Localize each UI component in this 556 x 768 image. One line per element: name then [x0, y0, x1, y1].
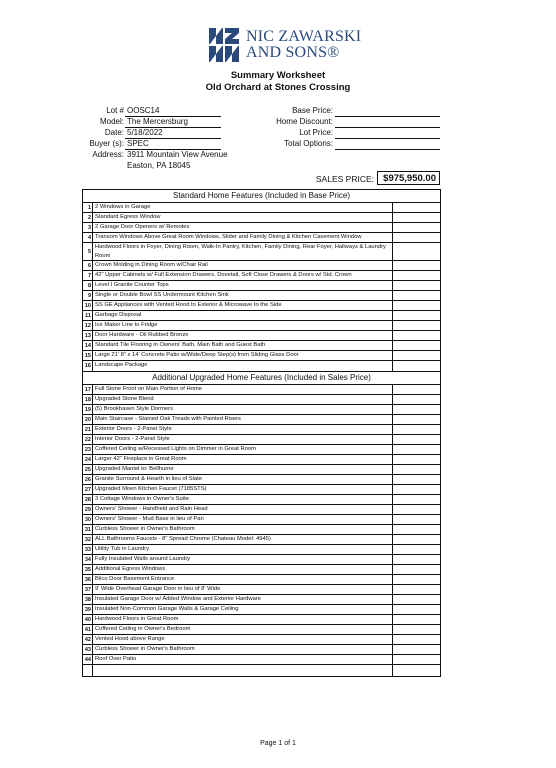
feature-description: Upgraded Stone Blend [93, 395, 393, 404]
feature-check-cell [393, 495, 440, 504]
feature-description: 2 Garage Door Openers w/ Remotes [93, 223, 393, 232]
feature-check-cell [393, 435, 440, 444]
feature-description: Vented Hood above Range [93, 635, 393, 644]
feature-check-cell [393, 505, 440, 514]
feature-check-cell [393, 585, 440, 594]
feature-check-cell [393, 455, 440, 464]
feature-number: 40 [84, 616, 91, 623]
blank-cell [83, 665, 93, 676]
feature-row [83, 505, 440, 515]
nzn-logo-mark-icon [208, 27, 240, 63]
feature-number: 16 [84, 363, 91, 370]
feature-check-cell [393, 321, 440, 330]
feature-row [83, 301, 440, 311]
feature-check-cell [393, 203, 440, 212]
feature-number: 18 [84, 396, 91, 403]
feature-number: 29 [84, 506, 91, 513]
feature-check-cell [393, 625, 440, 634]
feature-description: Curbless Shower in Owner's Bathroom [93, 645, 393, 654]
feature-row [83, 415, 440, 425]
feature-row [83, 545, 440, 555]
feature-row [83, 435, 440, 445]
feature-description: (5) Brookhaven Style Dormers [93, 405, 393, 414]
feature-check-cell [393, 271, 440, 280]
feature-row [83, 213, 440, 223]
buyer-value: SPEC [125, 139, 221, 150]
feature-row [83, 321, 440, 331]
feature-description: Coffered Ceiling in Owner's Bedroom [93, 625, 393, 634]
logo-wordmark [246, 29, 361, 61]
feature-check-cell [393, 331, 440, 340]
feature-number: 32 [84, 536, 91, 543]
feature-row [83, 605, 440, 615]
feature-number: 21 [84, 426, 91, 433]
feature-description: 3 Cottage Windows in Owner's Suite [93, 495, 393, 504]
feature-description: Coffered Ceiling w/Recessed Lights on Dimmer in Great Room [93, 445, 393, 454]
feature-number: 30 [84, 516, 91, 523]
feature-row [83, 425, 440, 435]
feature-number: 9 [83, 291, 93, 300]
feature-row [83, 271, 440, 281]
feature-number: 24 [84, 456, 91, 463]
feature-check-cell [393, 395, 440, 404]
feature-check-cell [393, 635, 440, 644]
lot-price-label: Lot Price: [299, 128, 333, 137]
feature-check-cell [393, 213, 440, 222]
feature-description: Curbless Shower in Owner's Bathroom [93, 525, 393, 534]
feature-description: Standard Tile Flooring in Owners' Bath, Main Bath and Guest Bath [93, 341, 393, 350]
additional-features-list [83, 385, 440, 676]
feature-number: 17 [84, 386, 91, 393]
feature-row [83, 535, 440, 545]
additional-features-heading: Additional Upgraded Home Features (Included in Sales Price) [83, 371, 440, 385]
feature-check-cell [393, 525, 440, 534]
feature-number: 37 [84, 586, 91, 593]
lot-label: Lot # [106, 106, 124, 115]
feature-check-cell [393, 485, 440, 494]
sales-price-label: SALES PRICE: [315, 174, 374, 184]
feature-description: Garbage Disposal [93, 311, 393, 320]
feature-row [83, 595, 440, 605]
feature-number: 6 [83, 261, 93, 270]
model-label: Model: [99, 117, 124, 126]
feature-row [83, 635, 440, 645]
feature-check-cell [393, 445, 440, 454]
model-value: The Mercersburg [125, 117, 221, 128]
feature-check-cell [393, 475, 440, 484]
feature-description: Hardwood Floors in Foyer, Dining Room, Walk-In Pantry, Kitchen, Family Dining, Rear Foyer, Hallways & Laundry Room [93, 243, 393, 260]
feature-number: 15 [84, 352, 91, 359]
feature-row [83, 361, 440, 371]
document-title: Summary Worksheet [230, 70, 326, 81]
feature-check-cell [393, 465, 440, 474]
company-logo [208, 27, 362, 65]
blank-cell [393, 665, 440, 676]
feature-description: 42" Upper Cabinets w/ Full Extension Drawers, Dovetail, Soft Close Drawers & Doors w/ Std. Crown [93, 271, 393, 280]
feature-check-cell [393, 655, 440, 664]
feature-number: 27 [84, 486, 91, 493]
feature-row [83, 395, 440, 405]
feature-description: Full Stone Front on Main Portion of Home [93, 385, 393, 394]
feature-number: 26 [84, 476, 91, 483]
feature-row [83, 565, 440, 575]
feature-number: 13 [84, 332, 91, 339]
date-value: 5/18/2022 [125, 128, 221, 139]
features-table [82, 189, 441, 677]
feature-description: Main Staircase - Stained Oak Treads with Painted Risers [93, 415, 393, 424]
feature-row [83, 485, 440, 495]
feature-description: Interior Doors - 2-Panel Style [93, 435, 393, 444]
feature-row [83, 515, 440, 525]
feature-number: 33 [84, 546, 91, 553]
standard-features-heading: Standard Home Features (Included in Base Price) [83, 190, 440, 203]
feature-check-cell [393, 545, 440, 554]
feature-number: 3 [83, 223, 93, 232]
feature-description: Crown Molding in Dining Room w/Chair Rail [93, 261, 393, 270]
feature-description: SS GE Appliances with Vented Hood to Exterior & Microwave to the Side [93, 301, 393, 310]
address-line-1: 3911 Mountain View Avenue [127, 150, 228, 159]
feature-description: 2 Windows in Garage [93, 203, 393, 212]
feature-description: Exterior Doors - 2-Panel Style [93, 425, 393, 434]
feature-description: Roof Over Patio [93, 655, 393, 664]
feature-description: Insulated Garage Door w/ Added Window and Exterior Hardware [93, 595, 393, 604]
feature-check-cell [393, 605, 440, 614]
total-options-label: Total Options: [284, 139, 333, 148]
feature-check-cell [393, 361, 440, 371]
feature-number: 41 [84, 626, 91, 633]
feature-check-cell [393, 301, 440, 310]
feature-description: Landscape Package [93, 361, 393, 371]
feature-description: Additional Egress Windows [93, 565, 393, 574]
feature-description: Owners' Shower - Handheld and Rain Head [93, 505, 393, 514]
feature-number: 25 [84, 466, 91, 473]
feature-row [83, 311, 440, 321]
feature-number: 35 [84, 566, 91, 573]
feature-check-cell [393, 555, 440, 564]
home-discount-label: Home Discount: [276, 117, 333, 126]
feature-row [83, 655, 440, 665]
feature-row [83, 455, 440, 465]
feature-row [83, 243, 440, 261]
feature-row [83, 341, 440, 351]
date-label: Date: [104, 128, 124, 137]
feature-check-cell [393, 425, 440, 434]
feature-description: Granite Surround & Hearth in lieu of Slate [93, 475, 393, 484]
feature-row [83, 351, 440, 361]
feature-row [83, 291, 440, 301]
feature-check-cell [393, 291, 440, 300]
feature-number: 43 [84, 646, 91, 653]
feature-description: Bilco Door Basement Entrance [93, 575, 393, 584]
feature-check-cell [393, 615, 440, 624]
feature-check-cell [393, 351, 440, 360]
feature-number: 14 [84, 342, 91, 349]
feature-number: 34 [84, 556, 91, 563]
feature-number: 4 [83, 233, 93, 242]
feature-row [83, 625, 440, 635]
feature-row [83, 405, 440, 415]
feature-number: 11 [83, 311, 93, 320]
logo-line-1: NIC ZAWARSKI [246, 28, 362, 45]
feature-check-cell [393, 233, 440, 242]
feature-description: Transom Windows Above Great Room Windows, Slider and Family Dining & Kitchen Casement Window [93, 233, 393, 242]
feature-row [83, 575, 440, 585]
feature-check-cell [393, 311, 440, 320]
feature-number: 31 [84, 526, 91, 533]
feature-check-cell [393, 565, 440, 574]
feature-number: 19 [84, 406, 91, 413]
feature-check-cell [393, 281, 440, 290]
feature-description: Insulated Non-Common Garage Walls & Garage Ceiling [93, 605, 393, 614]
feature-description: Larger 42" Fireplace in Great Room [93, 455, 393, 464]
feature-number: 8 [83, 281, 93, 290]
feature-number: 23 [84, 446, 91, 453]
feature-row [83, 233, 440, 243]
feature-row [83, 555, 440, 565]
feature-description: Level I Granite Counter Tops [93, 281, 393, 290]
buyer-label: Buyer (s): [89, 139, 124, 148]
feature-number: 1 [83, 203, 93, 212]
feature-description: Single or Double Bowl SS Undermount Kitchen Sink [93, 291, 393, 300]
logo-line-2: AND SONS® [246, 44, 340, 61]
feature-check-cell [393, 595, 440, 604]
feature-number: 28 [84, 496, 91, 503]
blank-cell [93, 665, 393, 676]
feature-check-cell [393, 575, 440, 584]
feature-description: Large 21' 8" x 14' Concrete Patio w/Wide/Deep Step(s) from Sliding Glass Door [93, 351, 393, 360]
feature-row [83, 525, 440, 535]
feature-row [83, 465, 440, 475]
feature-check-cell [393, 223, 440, 232]
feature-number: 7 [83, 271, 93, 280]
feature-row [83, 475, 440, 485]
community-title: Old Orchard at Stones Crossing [205, 82, 351, 93]
feature-row [83, 203, 440, 213]
feature-description: 9' Wide Overhead Garage Door in lieu of 8' Wide [93, 585, 393, 594]
base-price-line [335, 106, 440, 117]
feature-check-cell [393, 341, 440, 350]
feature-description: Hardwood Floors in Great Room [93, 615, 393, 624]
feature-check-cell [393, 645, 440, 654]
address-line-2: Easton, PA 18045 [127, 161, 191, 170]
feature-row [83, 261, 440, 271]
feature-description: Owners' Shower - Mud Base in lieu of Pan [93, 515, 393, 524]
page-number: Page 1 of 1 [260, 740, 296, 747]
feature-check-cell [393, 385, 440, 394]
lot-price-line [335, 128, 440, 139]
feature-check-cell [393, 243, 440, 260]
feature-number: 2 [83, 213, 93, 222]
feature-description: ALL Bathrooms Faucets - 8" Spread Chrome (Chateau Model: 4945) [93, 535, 393, 544]
feature-row [83, 331, 440, 341]
feature-row [83, 281, 440, 291]
feature-check-cell [393, 261, 440, 270]
sales-price-value: $975,950.00 [377, 171, 440, 185]
blank-feature-row [83, 665, 440, 676]
base-price-label: Base Price: [292, 106, 333, 115]
feature-check-cell [393, 405, 440, 414]
feature-check-cell [393, 515, 440, 524]
feature-number: 10 [84, 302, 91, 309]
lot-value: OOSC14 [125, 106, 221, 117]
feature-check-cell [393, 415, 440, 424]
feature-number: 12 [84, 322, 91, 329]
feature-description: Door Hardware - Oil Rubbed Bronze [93, 331, 393, 340]
feature-number: 5 [83, 243, 93, 260]
feature-number: 42 [84, 636, 91, 643]
feature-description: Standard Egress Window [93, 213, 393, 222]
standard-features-list [83, 203, 440, 371]
feature-number: 39 [84, 606, 91, 613]
feature-number: 36 [84, 576, 91, 583]
feature-row [83, 495, 440, 505]
feature-description: Utility Tub in Laundry [93, 545, 393, 554]
feature-row [83, 223, 440, 233]
total-options-line [335, 139, 440, 150]
feature-row [83, 385, 440, 395]
address-label: Address: [92, 150, 124, 159]
feature-row [83, 445, 440, 455]
feature-number: 38 [84, 596, 91, 603]
feature-description: Upgraded Mantel to: Bellhurne [93, 465, 393, 474]
feature-check-cell [393, 535, 440, 544]
feature-number: 22 [84, 436, 91, 443]
feature-row [83, 645, 440, 655]
feature-row [83, 615, 440, 625]
home-discount-line [335, 117, 440, 128]
feature-row [83, 585, 440, 595]
feature-number: 44 [84, 656, 91, 663]
feature-description: Upgraded Moen Kitchen Faucet (7185STS) [93, 485, 393, 494]
feature-number: 20 [84, 416, 91, 423]
feature-description: Ice Maker Line to Fridge [93, 321, 393, 330]
feature-description: Fully Insulated Walls around Laundry [93, 555, 393, 564]
